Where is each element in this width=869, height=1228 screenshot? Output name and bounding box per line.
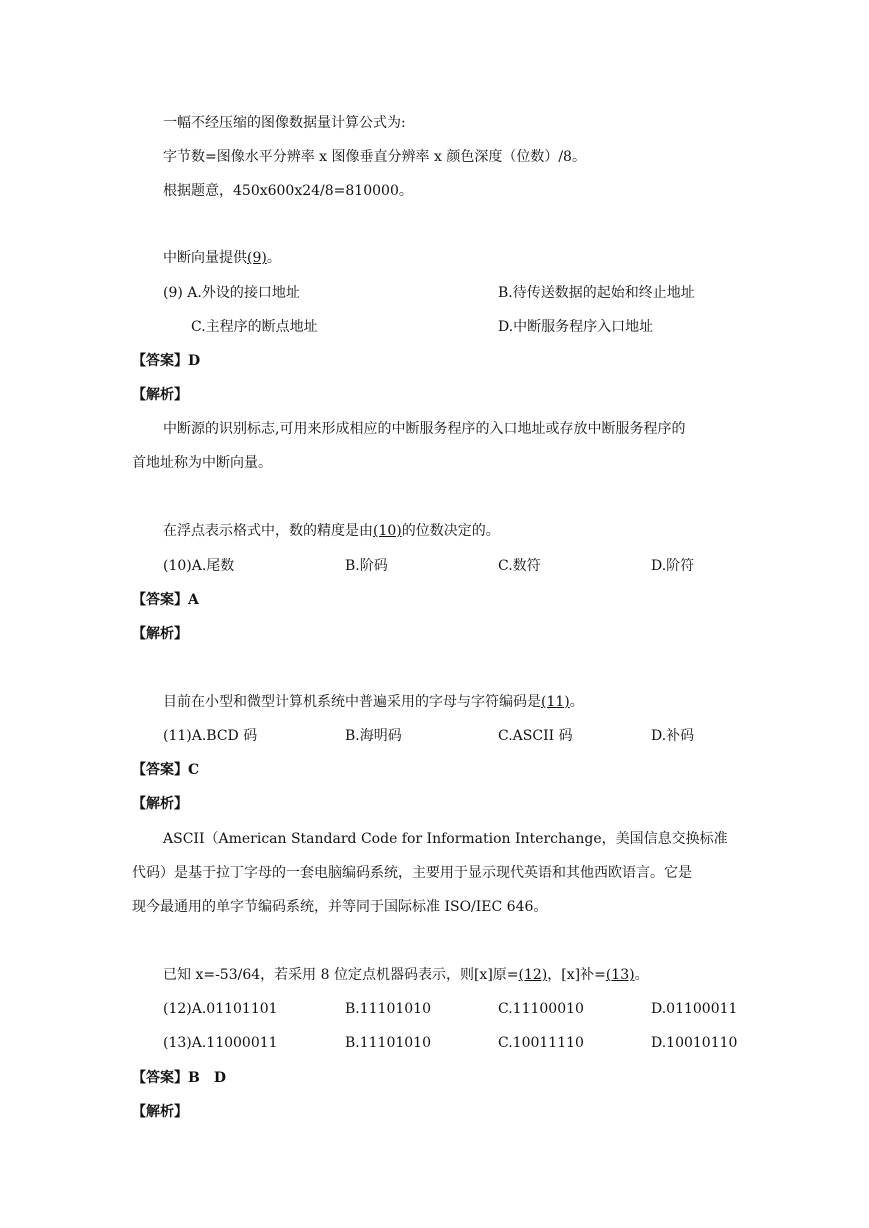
question-12-analysis-label: 【解析】: [132, 1104, 188, 1120]
question-10-option-a: (10)A.尾数: [163, 558, 235, 574]
question-9-stem-post: 。: [266, 250, 281, 266]
question-9-stem: [163, 248, 281, 268]
question-11-blank: (11): [541, 694, 570, 710]
question-11-stem-post: 。: [569, 694, 584, 710]
question-11-stem-pre: 目前在小型和微型计算机系统中普遍采用的字母与字符编码是: [163, 694, 541, 710]
question-12-option-c: C.11100010: [498, 1001, 584, 1017]
question-9-blank: (9): [247, 250, 267, 266]
question-11-analysis-line-2: 代码）是基于拉丁字母的一套电脑编码系统，主要用于显示现代英语和其他西欧语言。它是: [132, 865, 692, 881]
question-13-option-b: B.11101010: [345, 1035, 431, 1051]
question-12-option-b: B.11101010: [345, 1001, 431, 1017]
question-10-option-d: D.阶符: [651, 558, 695, 574]
question-9-analysis-line-1: 中断源的识别标志,可用来形成相应的中断服务程序的入口地址或存放中断服务程序的: [163, 421, 686, 437]
intro-line-1: 一幅不经压缩的图像数据量计算公式为:: [163, 115, 406, 131]
question-10-analysis-label: 【解析】: [132, 626, 188, 642]
question-11-analysis-line-3: 现今最通用的单字节编码系统，并等同于国际标准 ISO/IEC 646。: [132, 899, 548, 915]
question-9-option-b: B.待传送数据的起始和终止地址: [498, 285, 695, 301]
question-9-stem-pre: 中断向量提供: [163, 250, 247, 266]
question-9-answer: 【答案】D: [132, 353, 201, 369]
question-9-option-a: (9) A.外设的接口地址: [163, 285, 300, 301]
question-9-option-d: D.中断服务程序入口地址: [498, 319, 654, 335]
question-11-option-b: B.海明码: [345, 728, 402, 744]
question-11-stem: [163, 692, 584, 712]
question-11-analysis-line-1: ASCII（American Standard Code for Information Interchange，美国信息交换标准: [163, 831, 728, 847]
question-12-answer: 【答案】B D: [132, 1070, 226, 1086]
question-11-answer: 【答案】C: [132, 762, 200, 778]
question-13-blank: (13): [605, 967, 635, 983]
question-9-option-c: C.主程序的断点地址: [191, 319, 318, 335]
question-12-blank: (12): [518, 967, 548, 983]
question-11-option-d: D.补码: [651, 728, 695, 744]
question-9-analysis-line-2: 首地址称为中断向量。: [132, 455, 272, 471]
question-11-option-a: (11)A.BCD 码: [163, 728, 258, 744]
question-11-analysis-label: 【解析】: [132, 796, 188, 812]
question-12-option-d: D.01100011: [651, 1001, 738, 1017]
question-10-answer: 【答案】A: [132, 592, 199, 608]
intro-line-3: 根据题意，450x600x24/8=810000。: [163, 183, 413, 199]
question-13-option-c: C.10011110: [498, 1035, 584, 1051]
question-12-stem-mid: ，[x]补=: [547, 967, 606, 983]
question-10-option-b: B.阶码: [345, 558, 388, 574]
question-10-stem-post: 的位数决定的。: [401, 523, 500, 539]
question-12-stem-pre: 已知 x=-53/64，若采用 8 位定点机器码表示，则[x]原=: [163, 967, 519, 983]
question-13-option-a: (13)A.11000011: [163, 1035, 278, 1051]
question-13-option-d: D.10010110: [651, 1035, 738, 1051]
intro-line-2: 字节数=图像水平分辨率 x 图像垂直分辨率 x 颜色深度（位数）/8。: [163, 149, 586, 165]
question-12-stem: [163, 965, 649, 985]
question-12-option-a: (12)A.01101101: [163, 1001, 278, 1017]
question-10-stem: [163, 521, 500, 541]
question-11-option-c: C.ASCII 码: [498, 728, 573, 744]
question-10-option-c: C.数符: [498, 558, 541, 574]
question-12-stem-post: 。: [634, 967, 649, 983]
question-9-analysis-label: 【解析】: [132, 387, 188, 403]
question-10-blank: (10): [373, 523, 402, 539]
question-10-stem-pre: 在浮点表示格式中，数的精度是由: [163, 523, 373, 539]
